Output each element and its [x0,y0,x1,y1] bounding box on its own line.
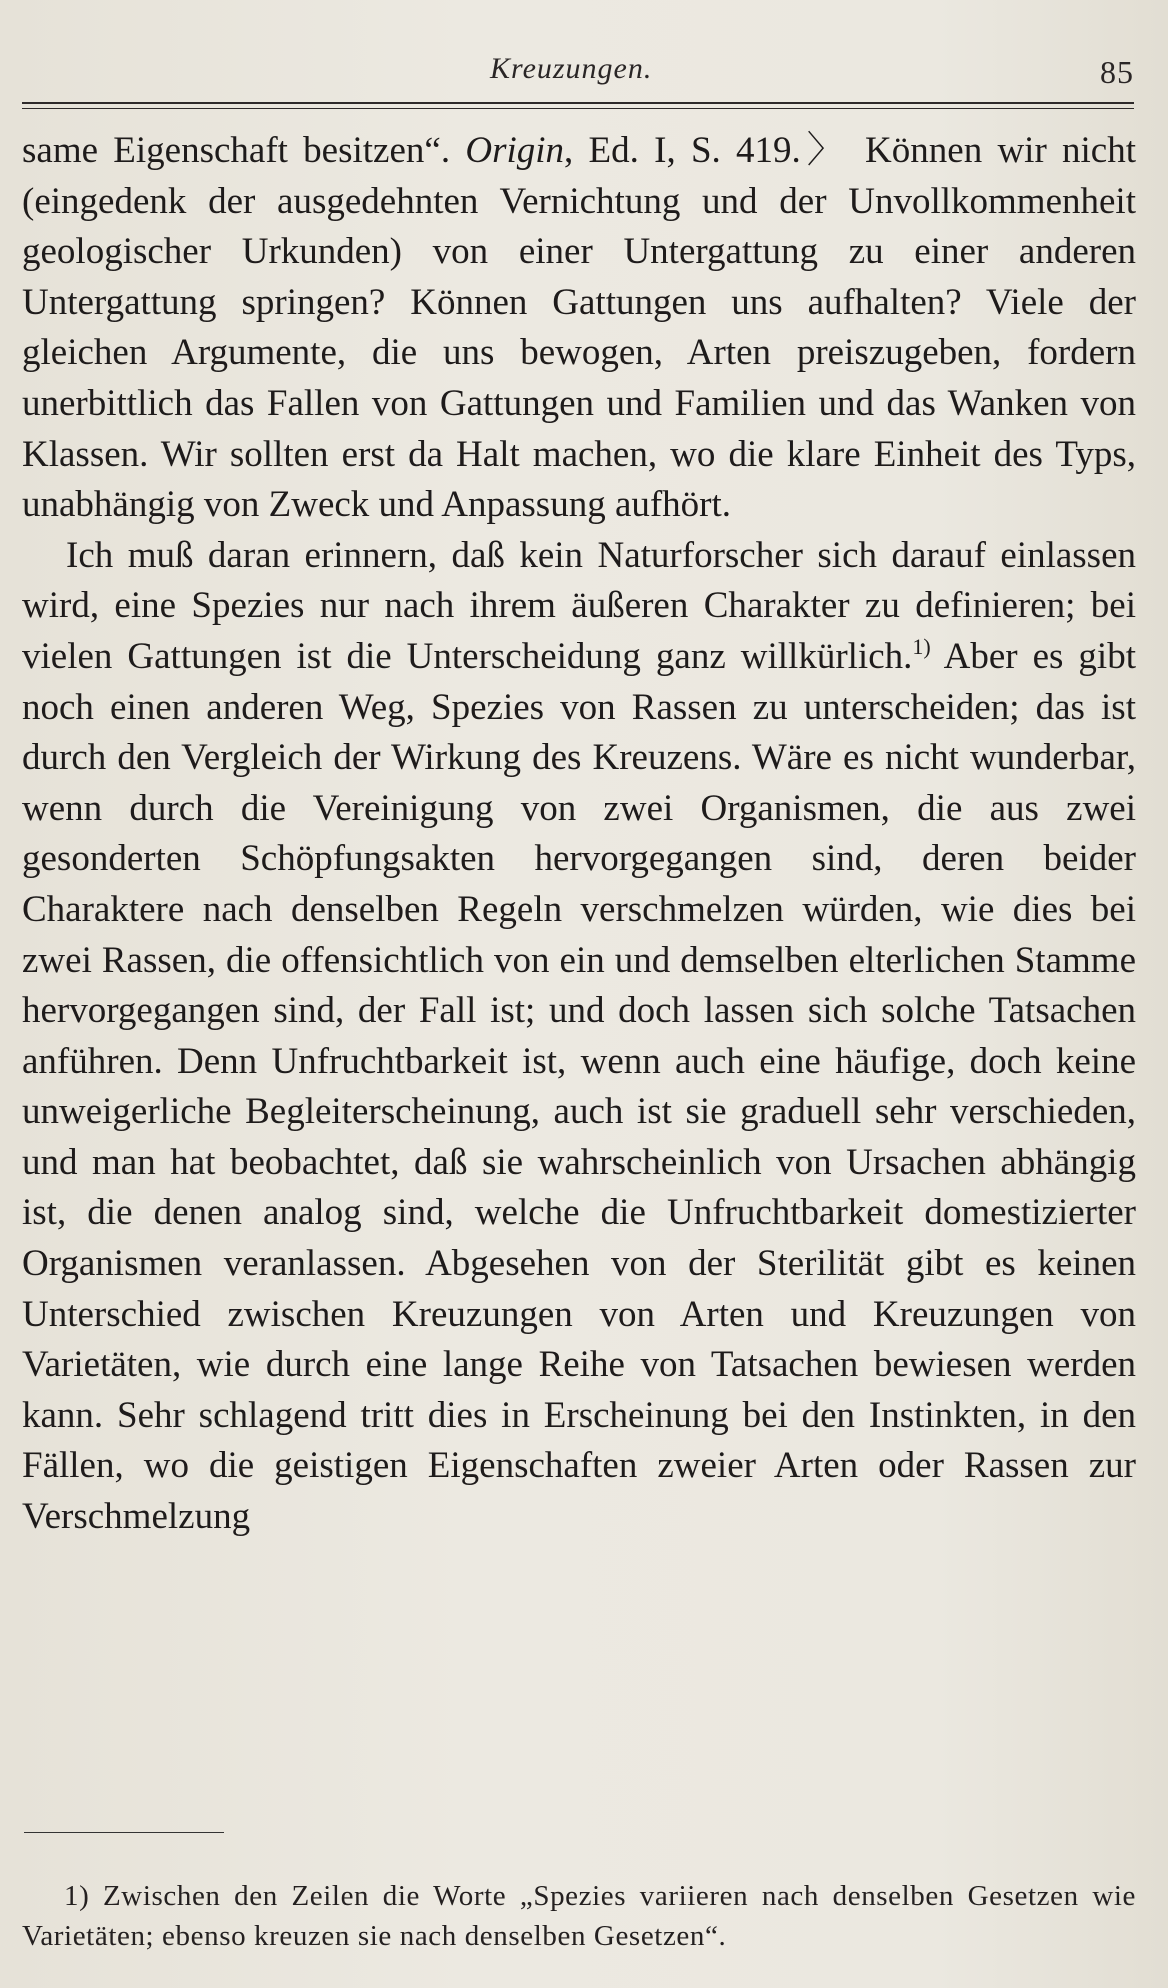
running-head [0,52,1168,92]
paragraph [22,126,1136,531]
footnote-marker: 1) [64,1880,90,1912]
running-title: Kreuzungen. [490,52,653,85]
header-rule [22,102,1134,104]
header-rule-secondary [22,108,1134,109]
paragraph-text: Ich muß daran erinnern, daß kein Naturforscher sich darauf einlassen wird, eine Spezies nur nach ihrem äußeren Charakter zu definieren; bei vielen Gattungen ist die Unterscheidung ganz willkürlich. [22,534,1136,677]
paragraph [22,531,1136,1543]
page-number: 85 [1100,54,1134,90]
paragraph-text: , Ed. I, S. 419.〉 Können wir nicht (eingedenk der ausgedehnten Vernichtung und der Unvollkommenheit geologischer Urkunden) von einer Untergattung zu einer anderen Untergattung springen? Können Gattungen uns aufhalten? Viele der gleichen Argumente, die uns bewogen, Arten preiszugeben, fordern unerbittlich das Fallen von Gattungen und Familien und das Wanken von Klassen. Wir sollten erst da Halt machen, wo die klare Einheit des Typs, unabhängig von Zweck und Anpassung aufhört. [22,130,1137,526]
footnote-rule [24,1832,224,1833]
footnote-reference: 1) [912,633,931,659]
citation-title: Origin [465,130,565,171]
footnote [22,1876,1136,1956]
paragraph-start: same Eigenschaft besitzen“. [22,130,451,171]
footnote-text: Zwischen den Zeilen die Worte „Spezies variieren nach denselben Gesetzen wie Varietäten; ebenso kreuzen sie nach denselben Gesetzen“. [22,1880,1136,1952]
paragraph-text: Aber es gibt noch einen anderen Weg, Spezies von Rassen zu unterscheiden; das ist durch den Vergleich der Wirkung des Kreuzens. Wäre es nicht wunderbar, wenn durch die Vereinigung von zwei Organismen, die aus zwei gesonderten Schöpfungsakten hervorgegangen sind, deren beider Charaktere nach denselben Regeln verschmelzen würden, wie dies bei zwei Rassen, die offensichtlich von ein und demselben elterlichen Stamme hervorgegangen sind, der Fall ist; und doch lassen sich solche Tatsachen anführen. Denn Unfruchtbarkeit ist, wenn auch eine häufige, doch keine unweigerliche Begleiterscheinung, auch ist sie graduell sehr verschieden, und man hat beobachtet, daß sie wahrscheinlich von Ursachen abhängig ist, die denen analog sind, welche die Unfruchtbarkeit domestizierter Organismen veranlassen. Abgesehen von der Sterilität gibt es keinen Unterschied zwischen Kreuzungen von Arten und Kreuzungen von Varietäten, wie durch eine lange Reihe von Tatsachen bewiesen werden kann. Sehr schlagend tritt dies in Erscheinung bei den Instinkten, in den Fällen, wo die geistigen Eigenschaften zweier Arten oder Rassen zur Verschmelzung [22,635,1136,1538]
main-text [22,126,1136,1543]
